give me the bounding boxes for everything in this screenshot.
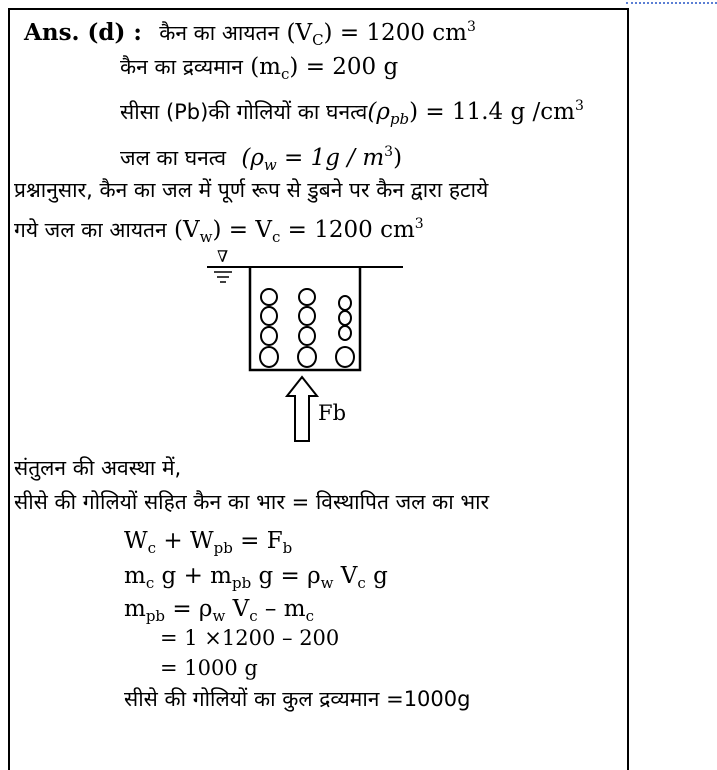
lead-balls-column-3 [336, 296, 354, 367]
equation-2: $m_c$ $g + m_{pb}$ $g = \rho_w$ $V_c$ g [124, 563, 388, 592]
given-line-lead-density: सीसा (Pb)की गोलियों का $घनत्व(\rho_{pb}) = 11.4$ g $/cm^3$ [120, 98, 584, 128]
water-level-symbol: ∇ [217, 247, 229, 266]
statement-line-1: प्रश्नानुसार, कैन का जल में पूर्ण रूप से डुबने पर कैन द्वारा हटाये [14, 178, 489, 202]
lead-ball [339, 296, 351, 310]
lead-ball [260, 347, 278, 367]
given-label: कैन का द्रव्यमान [120, 55, 243, 79]
lead-ball [261, 289, 277, 305]
equilibrium-line-2: सीसे की गोलियों सहित कैन का भार = विस्थापित जल का भार [14, 490, 490, 514]
given-label: जल का घनत्व [120, 146, 227, 170]
buoyant-force-arrow-icon [287, 377, 317, 441]
given-line-volume: Ans. (d) : कैन का आयतन $(V_C) = 1200$ $cm^3$ [24, 19, 476, 49]
given-line-mass: कैन का द्रव्यमान $(m_c) = 200$ g [120, 54, 399, 83]
lead-ball [339, 311, 351, 325]
lead-ball [336, 347, 354, 367]
lead-balls-column-2 [298, 289, 316, 367]
lead-ball [298, 347, 316, 367]
given-label: कैन का आयतन [159, 21, 280, 45]
lead-ball [261, 307, 277, 325]
lead-ball [339, 326, 351, 340]
force-label: Fb [318, 401, 347, 425]
conclusion-line: सीसे की गोलियों का कुल द्रव्यमान =1000g [124, 687, 471, 711]
answer-prefix: Ans. (d) : [24, 19, 142, 46]
lead-ball [299, 307, 315, 325]
equation-4: = 1 ×1200 – 200 [160, 626, 340, 650]
given-line-water-density: जल का घनत्व $(\rho_w = 1g / m^3)$ [120, 144, 403, 174]
given-label: सीसा (Pb)की गोलियों का घनत्व [120, 100, 368, 124]
lead-ball [299, 289, 315, 305]
lead-balls-column-1 [260, 289, 278, 367]
equilibrium-line-1: संतुलन की अवस्था में, [14, 456, 182, 480]
lead-ball [299, 327, 315, 345]
can-outline [250, 267, 360, 370]
equation-5: = 1000 g [160, 656, 258, 680]
statement-line-2: गये जल का आयतन $(V_w) = V_c = 1200$ $cm^3$ [14, 216, 424, 246]
lead-ball [261, 327, 277, 345]
equation-3: $m_{pb} = \rho_w$ $V_c - m_c$ [124, 596, 314, 625]
equation-1: $W_c + W_{pb} = F_b$ [124, 528, 293, 557]
